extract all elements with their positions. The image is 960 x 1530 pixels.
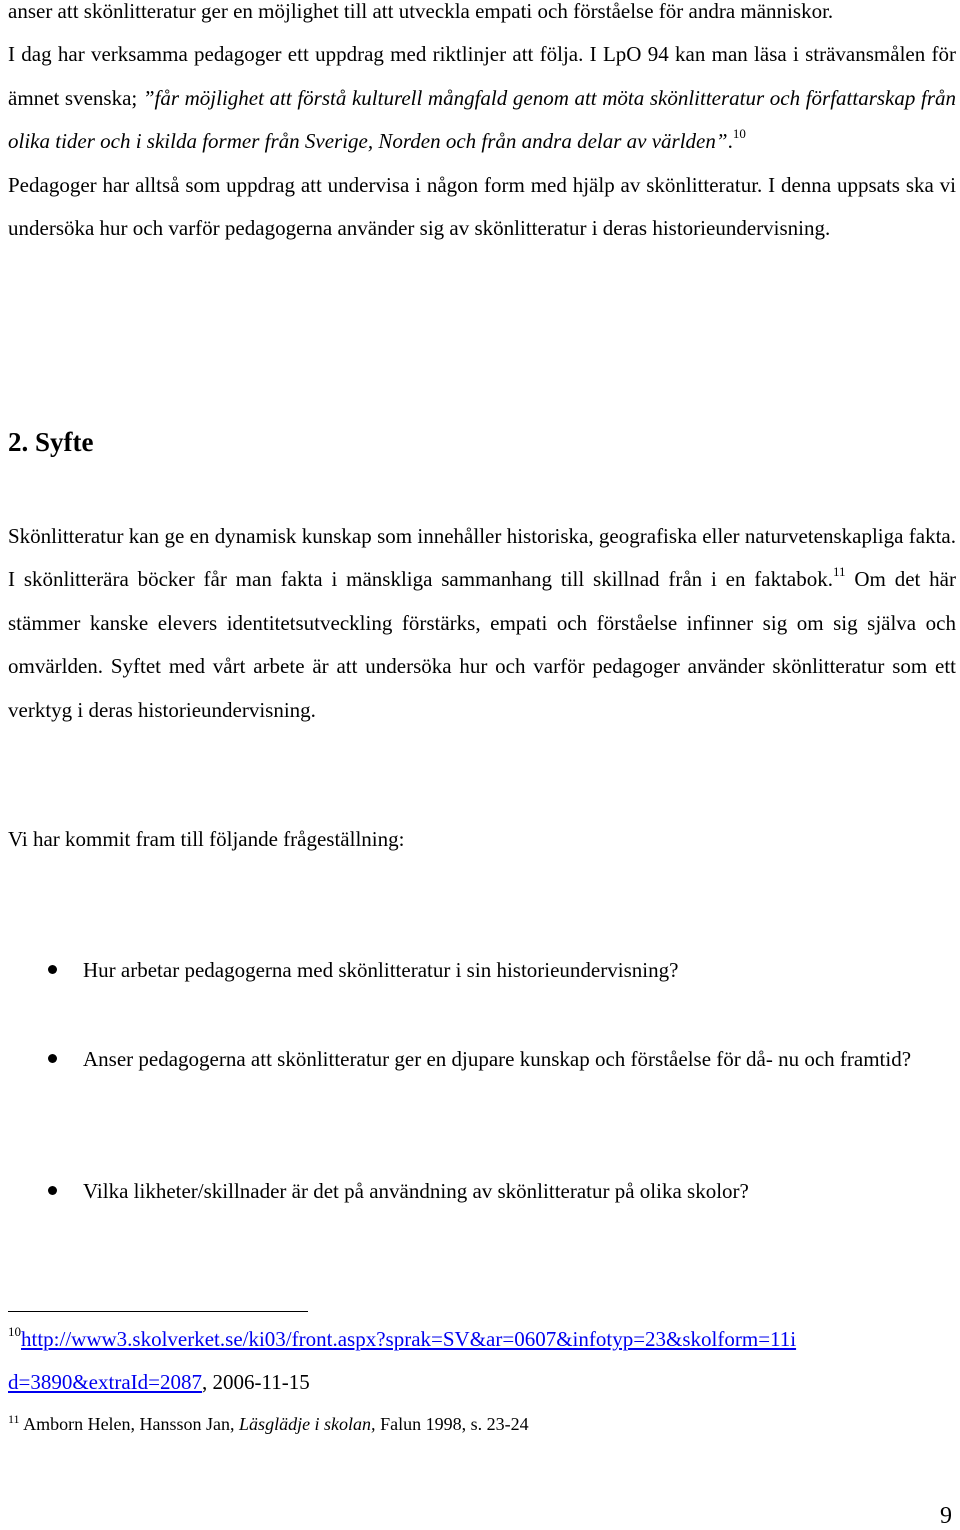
paragraph-text: Pedagoger har alltså som uppdrag att undervisa i någon form med hjälp av skönlitteratur. I denna uppsats ska vi undersöka hur och varför pedagogerna använder sig av skönlitteratur i deras historieundervisning. bbox=[8, 172, 956, 241]
bullet-icon bbox=[48, 965, 57, 974]
page-number: 9 bbox=[940, 1503, 952, 1529]
paragraph-introduction bbox=[8, 0, 956, 250]
question-text: Anser pedagogerna att skönlitteratur ger en djupare kunskap och förståelse för då- nu och framtid? bbox=[83, 1047, 912, 1071]
paragraph-text: Om det här stämmer kanske elevers identitetsutveckling förstärks, empati och förståelse infinner sig om sig själva och omvärlden. Syftet med vårt arbete är att undersöka hur och varför pedagoger använder skönlitteratur som ett verktyg i deras historieundervisning. bbox=[8, 567, 956, 722]
footnote-reference[interactable]: 10 bbox=[732, 126, 746, 142]
footnote-number: 11 bbox=[8, 1412, 20, 1426]
bullet-icon bbox=[48, 1186, 57, 1195]
footnote-divider bbox=[8, 1311, 308, 1312]
link-text-line-2[interactable]: d=3890&extraId=2087 bbox=[8, 1370, 202, 1394]
paragraph-purpose bbox=[8, 515, 956, 732]
footnote-reference[interactable]: 11 bbox=[833, 564, 846, 580]
link-text-line-1[interactable]: http://www3.skolverket.se/ki03/front.aspx?sprak=SV&ar=0607&infotyp=23&skolform=11i bbox=[21, 1327, 797, 1351]
questions-intro: Vi har kommit fram till följande frågeställning: bbox=[8, 827, 405, 851]
curriculum-quote: ”får möjlighet att förstå kulturell mångfald genom att möta skönlitteratur och författarskap från olika tider och i skilda former från Sverige, Norden och från andra delar av världen” bbox=[8, 85, 956, 154]
footnote-link[interactable] bbox=[8, 1327, 796, 1394]
footnote-book-title: Läsglädje i skolan, bbox=[239, 1414, 376, 1434]
question-text: Hur arbetar pedagogerna med skönlitteratur i sin historieundervisning? bbox=[83, 958, 679, 982]
question-text: Vilka likheter/skillnader är det på användning av skönlitteratur på olika skolor? bbox=[83, 1179, 749, 1203]
paragraph-text: I dag har verksamma pedagoger ett uppdrag med riktlinjer att följa. I LpO 94 kan man läsa i strävansmålen för ämnet svenska; bbox=[8, 42, 956, 110]
footnote-number: 10 bbox=[8, 1324, 21, 1339]
bullet-icon bbox=[48, 1054, 57, 1063]
punctuation: . bbox=[727, 129, 733, 154]
paragraph-text: Skönlitteratur kan ge en dynamisk kunskap som innehåller historiska, geografiska eller naturvetenskapliga fakta. I skönlitterära böcker får man fakta i mänskliga sammanhang till skillnad från i en faktabok. bbox=[8, 524, 956, 592]
paragraph-text: anser att skönlitteratur ger en möjlighet till att utveckla empati och förståelse för andra människor. bbox=[8, 0, 834, 23]
footnote-date: , 2006-11-15 bbox=[201, 1370, 310, 1394]
footnote-10 bbox=[8, 1318, 956, 1404]
section-heading: 2. Syfte bbox=[8, 427, 94, 457]
footnote-publication: Falun 1998, s. 23-24 bbox=[375, 1414, 529, 1434]
footnote-11 bbox=[8, 1412, 956, 1436]
footnote-authors: Amborn Helen, Hansson Jan, bbox=[19, 1414, 240, 1434]
